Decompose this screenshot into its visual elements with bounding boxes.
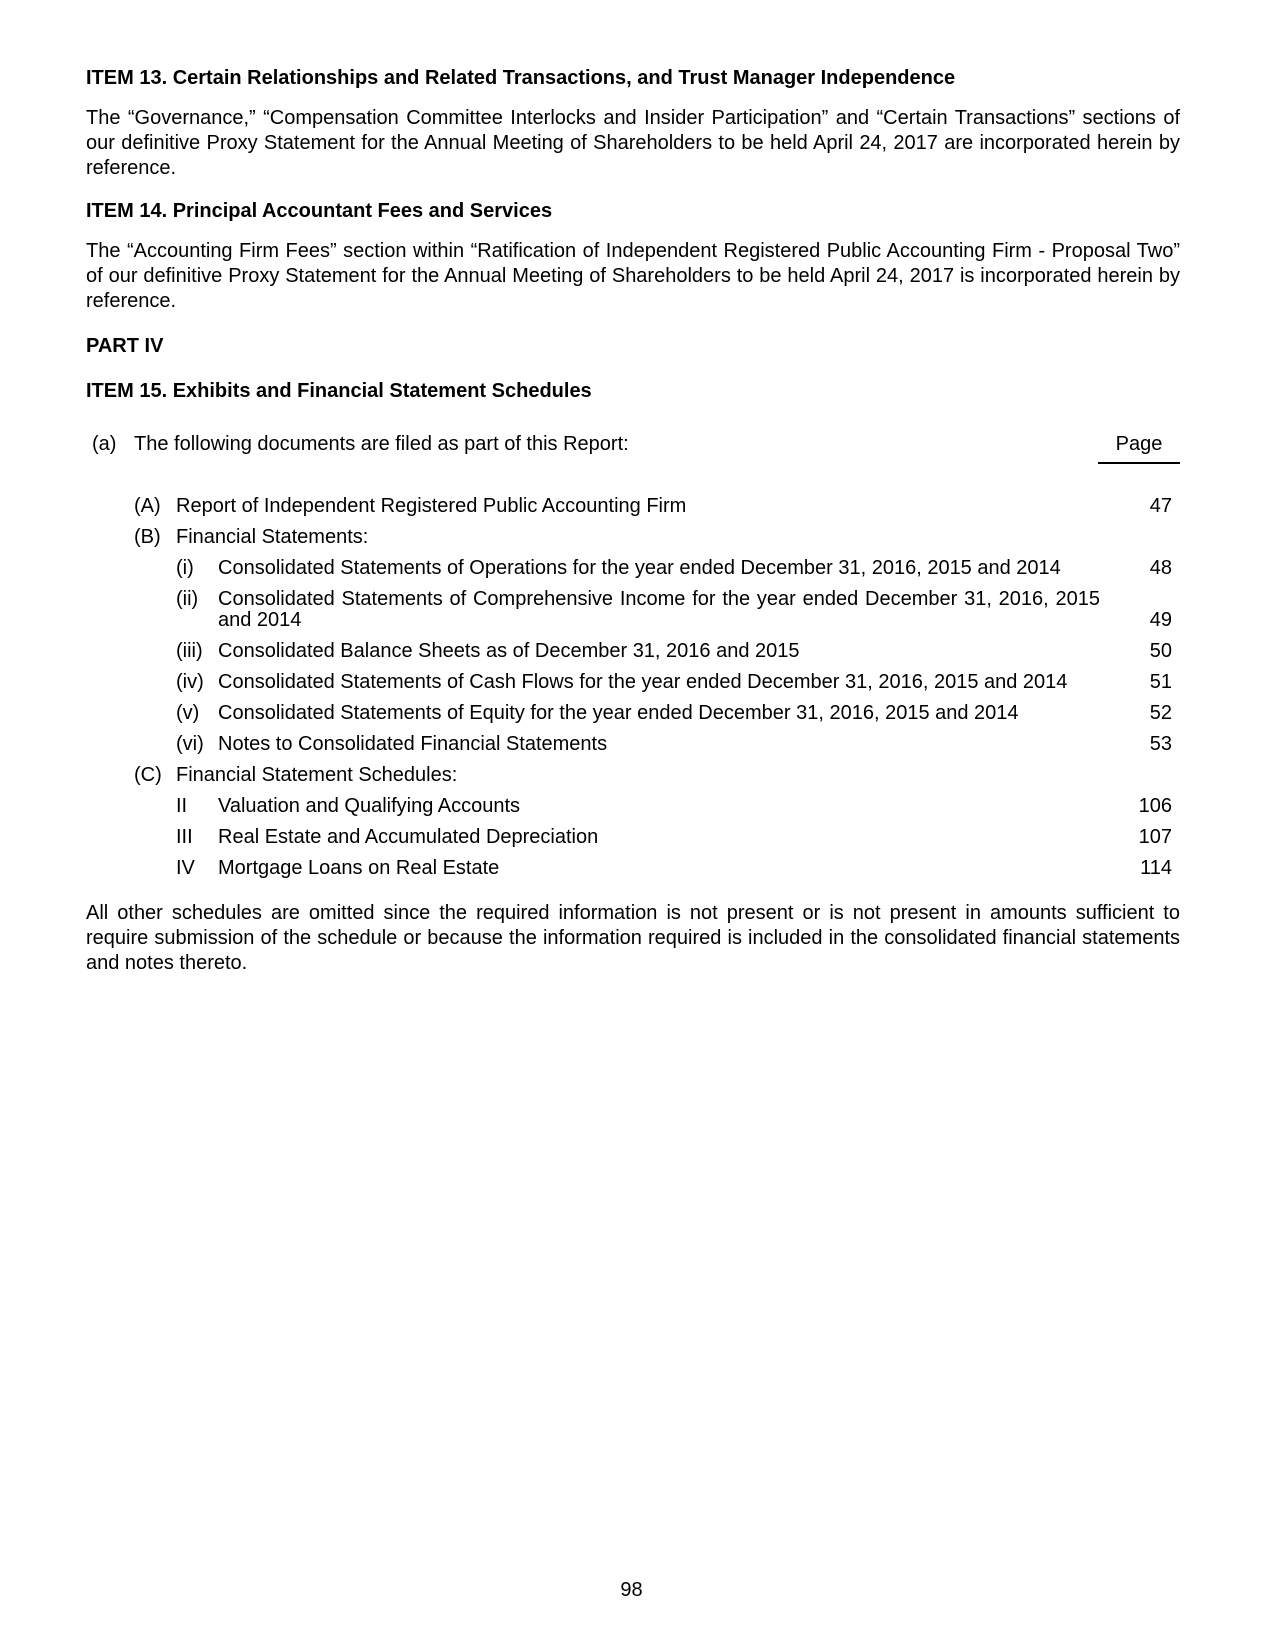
list-item-page: 50 xyxy=(1149,640,1172,662)
list-item-marker: (iii) xyxy=(176,640,203,662)
list-item-text: Mortgage Loans on Real Estate xyxy=(218,857,500,879)
part4-heading: PART IV xyxy=(86,335,164,357)
list-item-page: 106 xyxy=(1138,795,1172,817)
list-item-text: Real Estate and Accumulated Depreciation xyxy=(218,826,599,848)
list-item xyxy=(86,527,1180,548)
item15-heading: ITEM 15. Exhibits and Financial Statement Schedules xyxy=(86,380,592,402)
list-item xyxy=(86,672,1180,693)
list-item-marker: (v) xyxy=(176,702,200,724)
list-item-marker: (vi) xyxy=(176,733,204,755)
list-item-page: 48 xyxy=(1149,557,1172,579)
list-item-text: Consolidated Statements of Equity for the year ended December 31, 2016, 2015 and 2014 xyxy=(218,702,1019,724)
list-item xyxy=(86,765,1180,786)
list-item-text: Consolidated Statements of Operations for the year ended December 31, 2016, 2015 and 2014 xyxy=(218,557,1061,579)
list-item xyxy=(86,641,1180,662)
exhibit-list xyxy=(86,496,1180,879)
list-item xyxy=(86,703,1180,724)
list-item-marker: (i) xyxy=(176,557,194,579)
list-item-text: Financial Statement Schedules: xyxy=(176,764,458,786)
list-item-page: 47 xyxy=(1149,495,1172,517)
intro-marker: (a) xyxy=(92,433,117,455)
page-column-header: Page xyxy=(1098,432,1180,464)
list-item xyxy=(86,496,1180,517)
list-item-page: 49 xyxy=(1149,609,1172,631)
item14-paragraph: The “Accounting Firm Fees” section within “Ratification of Independent Registered Public Accounting Firm - Proposal Two” of our definitive Proxy Statement for the Annual Meeting of Shareholders to be held April 24, 2017 is incorporated herein by reference. xyxy=(86,240,1180,312)
list-item-marker: (ii) xyxy=(176,588,199,610)
list-item-marker: IV xyxy=(176,857,195,879)
list-item xyxy=(86,827,1180,848)
list-item xyxy=(86,734,1180,755)
list-item-marker: III xyxy=(176,826,193,848)
list-item-page: 53 xyxy=(1149,733,1172,755)
list-item-page: 107 xyxy=(1138,826,1172,848)
closing-paragraph: All other schedules are omitted since the required information is not present or is not present in amounts sufficient to require submission of the schedule or because the information required is included in the consolidated financial statements and notes thereto. xyxy=(86,902,1180,974)
item14-heading: ITEM 14. Principal Accountant Fees and Services xyxy=(86,200,553,222)
list-item-text: Consolidated Statements of Comprehensive Income for the year ended December 31, 2016, 2015 and 2014 xyxy=(218,588,1100,631)
intro-text: The following documents are filed as part of this Report: xyxy=(134,433,629,455)
list-item xyxy=(86,589,1180,631)
item13-paragraph: The “Governance,” “Compensation Committee Interlocks and Insider Participation” and “Certain Transactions” sections of our definitive Proxy Statement for the Annual Meeting of Shareholders to be held April 24, 2017 are incorporated herein by reference. xyxy=(86,107,1180,179)
page-number: 98 xyxy=(620,1579,643,1601)
item15-intro-row xyxy=(86,432,1180,466)
list-item-text: Financial Statements: xyxy=(176,526,369,548)
document-page xyxy=(86,66,1180,976)
list-item xyxy=(86,558,1180,579)
list-item-text: Valuation and Qualifying Accounts xyxy=(218,795,521,817)
list-item-marker: (B) xyxy=(134,526,161,548)
list-item xyxy=(86,796,1180,817)
list-item-page: 51 xyxy=(1149,671,1172,693)
list-item-text: Notes to Consolidated Financial Statements xyxy=(218,733,608,755)
list-item-text: Report of Independent Registered Public Accounting Firm xyxy=(176,495,687,517)
item13-heading: ITEM 13. Certain Relationships and Related Transactions, and Trust Manager Independence xyxy=(86,67,956,89)
list-item-page: 52 xyxy=(1149,702,1172,724)
list-item-marker: II xyxy=(176,795,188,817)
list-item-marker: (iv) xyxy=(176,671,204,693)
list-item-page: 114 xyxy=(1140,857,1172,879)
list-item-marker: (A) xyxy=(134,495,161,517)
list-item-text: Consolidated Balance Sheets as of December 31, 2016 and 2015 xyxy=(218,640,800,662)
list-item xyxy=(86,858,1180,879)
list-item-text: Consolidated Statements of Cash Flows for the year ended December 31, 2016, 2015 and 2014 xyxy=(218,671,1068,693)
list-item-marker: (C) xyxy=(134,764,162,786)
